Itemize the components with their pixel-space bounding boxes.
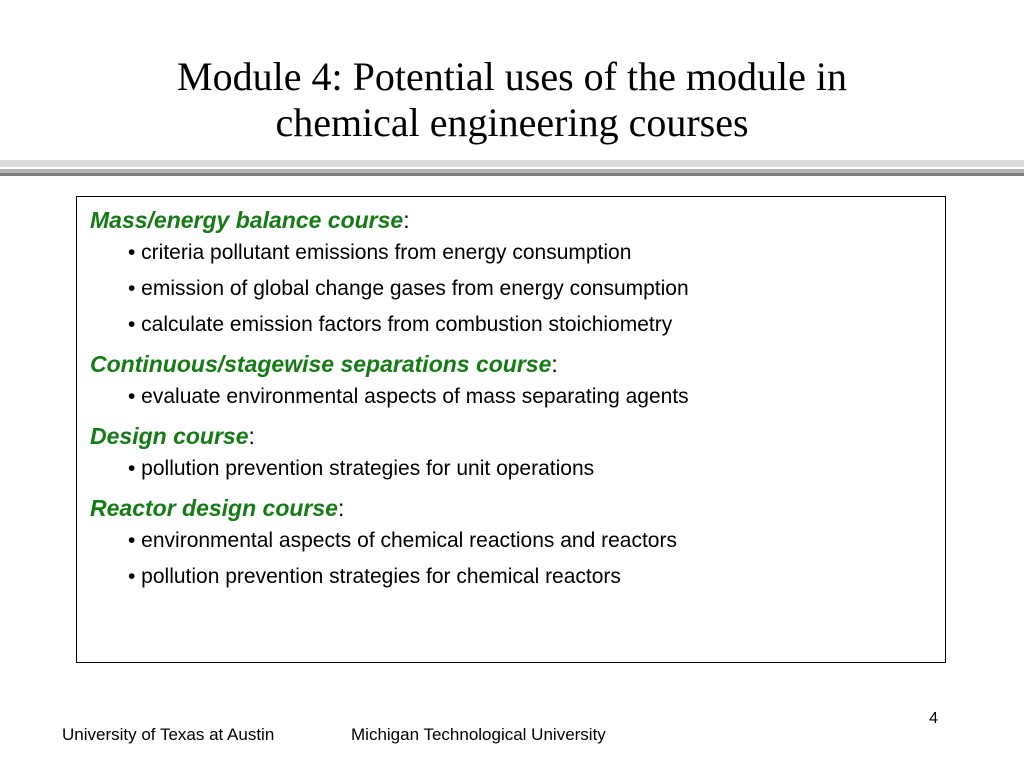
section-mass-energy-balance xyxy=(90,205,945,337)
title-line-1: Module 4: Potential uses of the module in xyxy=(177,54,847,99)
heading-colon: : xyxy=(403,207,410,233)
section-separations xyxy=(90,349,945,409)
slide-title xyxy=(0,54,1024,146)
bullet-item: • pollution prevention strategies for chemical reactors xyxy=(128,565,621,588)
bullet-item: • environmental aspects of chemical reactions and reactors xyxy=(128,529,677,552)
course-uses-box xyxy=(76,196,946,663)
bullet-item: • calculate emission factors from combustion stoichiometry xyxy=(128,313,673,336)
heading-colon: : xyxy=(551,351,558,377)
course-name: Mass/energy balance course xyxy=(90,207,404,233)
title-divider-dark xyxy=(0,173,1024,176)
bullet-item: • evaluate environmental aspects of mass separating agents xyxy=(128,385,689,408)
section-heading xyxy=(90,493,945,523)
bullet-list xyxy=(90,240,945,337)
course-name: Reactor design course xyxy=(90,495,338,521)
section-heading xyxy=(90,205,945,235)
footer-university-texas: University of Texas at Austin xyxy=(62,725,275,744)
bullet-item: • emission of global change gases from energy consumption xyxy=(128,277,689,300)
page-number: 4 xyxy=(929,710,938,727)
bullet-list xyxy=(90,528,945,589)
section-design xyxy=(90,421,945,481)
heading-colon: : xyxy=(248,423,255,449)
course-name: Continuous/stagewise separations course xyxy=(90,351,552,377)
course-name: Design course xyxy=(90,423,249,449)
footer-university-michigan: Michigan Technological University xyxy=(351,725,606,744)
section-heading xyxy=(90,421,945,451)
title-divider-light xyxy=(0,160,1024,167)
bullet-list xyxy=(90,384,945,409)
bullet-item: • criteria pollutant emissions from energy consumption xyxy=(128,241,632,264)
section-heading xyxy=(90,349,945,379)
bullet-item: • pollution prevention strategies for unit operations xyxy=(128,457,595,480)
section-reactor-design xyxy=(90,493,945,589)
heading-colon: : xyxy=(337,495,345,521)
bullet-list xyxy=(90,456,945,481)
title-line-2: chemical engineering courses xyxy=(275,100,749,145)
